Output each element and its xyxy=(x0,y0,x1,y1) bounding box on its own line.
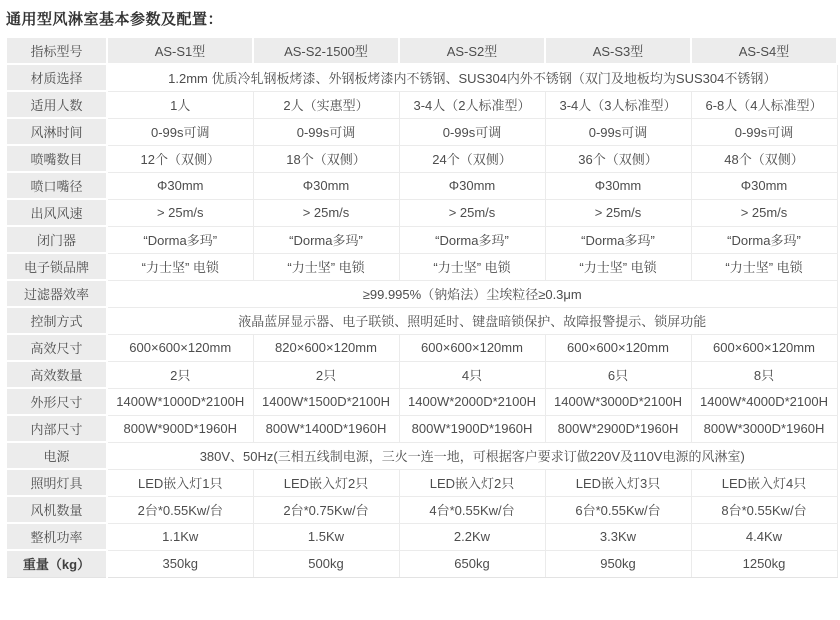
row-label: 出风风速 xyxy=(6,199,107,226)
table-row xyxy=(6,550,837,577)
spec-value: 600×600×120mm xyxy=(399,334,545,361)
spec-value: 4台*0.55Kw/台 xyxy=(399,496,545,523)
table-row xyxy=(6,415,837,442)
table-row xyxy=(6,334,837,361)
table-body xyxy=(6,64,837,577)
row-label: 材质选择 xyxy=(6,64,107,91)
spec-value: 650kg xyxy=(399,550,545,577)
column-header: AS-S2型 xyxy=(399,37,545,64)
spec-value: 4只 xyxy=(399,361,545,388)
spec-value: 2只 xyxy=(107,361,253,388)
spec-value: 1.1Kw xyxy=(107,523,253,550)
row-label: 高效数量 xyxy=(6,361,107,388)
spec-value: 0-99s可调 xyxy=(691,118,837,145)
table-row xyxy=(6,118,837,145)
row-label: 高效尺寸 xyxy=(6,334,107,361)
spec-value: LED嵌入灯2只 xyxy=(253,469,399,496)
row-label: 电子锁品牌 xyxy=(6,253,107,280)
spec-value: LED嵌入灯3只 xyxy=(545,469,691,496)
row-label: 闭门器 xyxy=(6,226,107,253)
spec-value: “Dorma多玛” xyxy=(107,226,253,253)
table-row xyxy=(6,496,837,523)
spec-value: 6只 xyxy=(545,361,691,388)
column-header: AS-S1型 xyxy=(107,37,253,64)
spec-table xyxy=(5,36,838,578)
table-row xyxy=(6,361,837,388)
spec-value: 2台*0.55Kw/台 xyxy=(107,496,253,523)
table-row xyxy=(6,253,837,280)
table-row xyxy=(6,388,837,415)
spec-value: > 25m/s xyxy=(107,199,253,226)
column-header: AS-S2-1500型 xyxy=(253,37,399,64)
spec-value: 800W*1900D*1960H xyxy=(399,415,545,442)
spec-value: Φ30mm xyxy=(399,172,545,199)
row-label: 外形尺寸 xyxy=(6,388,107,415)
spec-value: 3-4人（2人标准型） xyxy=(399,91,545,118)
spec-value: 600×600×120mm xyxy=(107,334,253,361)
table-row xyxy=(6,307,837,334)
spec-value-span: 1.2mm 优质冷轧钢板烤漆、外钢板烤漆内不锈钢、SUS304内外不锈钢（双门及地板均为SUS304不锈钢） xyxy=(107,64,837,91)
spec-value: 1400W*3000D*2100H xyxy=(545,388,691,415)
corner-header: 指标型号 xyxy=(6,37,107,64)
table-row xyxy=(6,199,837,226)
spec-value: > 25m/s xyxy=(253,199,399,226)
spec-value: 800W*900D*1960H xyxy=(107,415,253,442)
page-title: 通用型风淋室基本参数及配置： xyxy=(6,11,224,28)
spec-value: 1400W*1500D*2100H xyxy=(253,388,399,415)
spec-value: 800W*2900D*1960H xyxy=(545,415,691,442)
spec-value: 2.2Kw xyxy=(399,523,545,550)
spec-value: 1400W*2000D*2100H xyxy=(399,388,545,415)
spec-value: 0-99s可调 xyxy=(545,118,691,145)
spec-value: 6台*0.55Kw/台 xyxy=(545,496,691,523)
spec-value-span: ≥99.995%（钠焰法）尘埃粒径≥0.3μm xyxy=(107,280,837,307)
row-label: 喷口嘴径 xyxy=(6,172,107,199)
spec-value: 2只 xyxy=(253,361,399,388)
spec-value: “力士坚” 电锁 xyxy=(691,253,837,280)
spec-value: > 25m/s xyxy=(545,199,691,226)
table-row xyxy=(6,280,837,307)
spec-value: Φ30mm xyxy=(253,172,399,199)
spec-value: 6-8人（4人标准型） xyxy=(691,91,837,118)
table-row xyxy=(6,145,837,172)
row-label: 喷嘴数目 xyxy=(6,145,107,172)
spec-value: LED嵌入灯4只 xyxy=(691,469,837,496)
spec-value-span: 380V、50Hz(三相五线制电源，三火一连一地，可根据客户要求订做220V及110V电源的风淋室) xyxy=(107,442,837,469)
row-label: 照明灯具 xyxy=(6,469,107,496)
spec-value: 600×600×120mm xyxy=(545,334,691,361)
spec-value: 800W*1400D*1960H xyxy=(253,415,399,442)
spec-value: 350kg xyxy=(107,550,253,577)
table-row xyxy=(6,523,837,550)
spec-value: 18个（双侧） xyxy=(253,145,399,172)
spec-value: 1400W*1000D*2100H xyxy=(107,388,253,415)
spec-value: 48个（双侧） xyxy=(691,145,837,172)
spec-value: 2人（实惠型） xyxy=(253,91,399,118)
spec-value: “Dorma多玛” xyxy=(253,226,399,253)
spec-value: 3.3Kw xyxy=(545,523,691,550)
spec-value: 600×600×120mm xyxy=(691,334,837,361)
spec-value: “Dorma多玛” xyxy=(399,226,545,253)
spec-value: 500kg xyxy=(253,550,399,577)
row-label: 过滤器效率 xyxy=(6,280,107,307)
spec-value: 1.5Kw xyxy=(253,523,399,550)
row-label: 整机功率 xyxy=(6,523,107,550)
spec-value: 0-99s可调 xyxy=(399,118,545,145)
spec-value-span: 液晶蓝屏显示器、电子联锁、照明延时、键盘暗锁保护、故障报警提示、锁屏功能 xyxy=(107,307,837,334)
table-row xyxy=(6,64,837,91)
spec-value: 4.4Kw xyxy=(691,523,837,550)
row-label: 控制方式 xyxy=(6,307,107,334)
spec-value: 1400W*4000D*2100H xyxy=(691,388,837,415)
row-label: 风机数量 xyxy=(6,496,107,523)
spec-value: 1250kg xyxy=(691,550,837,577)
spec-value: 950kg xyxy=(545,550,691,577)
spec-value: > 25m/s xyxy=(399,199,545,226)
spec-value: LED嵌入灯2只 xyxy=(399,469,545,496)
spec-value: 12个（双侧） xyxy=(107,145,253,172)
spec-value: 8台*0.55Kw/台 xyxy=(691,496,837,523)
spec-value: 3-4人（3人标准型） xyxy=(545,91,691,118)
table-row xyxy=(6,172,837,199)
spec-value: 2台*0.75Kw/台 xyxy=(253,496,399,523)
header-row xyxy=(6,37,837,64)
spec-value: Φ30mm xyxy=(107,172,253,199)
spec-value: “Dorma多玛” xyxy=(545,226,691,253)
spec-value: 36个（双侧） xyxy=(545,145,691,172)
spec-value: 0-99s可调 xyxy=(253,118,399,145)
row-label: 电源 xyxy=(6,442,107,469)
row-label: 重量（kg） xyxy=(6,550,107,577)
column-header: AS-S4型 xyxy=(691,37,837,64)
table-row xyxy=(6,442,837,469)
table-row xyxy=(6,226,837,253)
spec-value: 800W*3000D*1960H xyxy=(691,415,837,442)
spec-value: “力士坚” 电锁 xyxy=(107,253,253,280)
spec-value: “Dorma多玛” xyxy=(691,226,837,253)
table-row xyxy=(6,469,837,496)
row-label: 风淋时间 xyxy=(6,118,107,145)
spec-value: 8只 xyxy=(691,361,837,388)
column-header: AS-S3型 xyxy=(545,37,691,64)
table-row xyxy=(6,91,837,118)
spec-value: “力士坚” 电锁 xyxy=(545,253,691,280)
spec-value: Φ30mm xyxy=(691,172,837,199)
spec-value: > 25m/s xyxy=(691,199,837,226)
row-label: 适用人数 xyxy=(6,91,107,118)
spec-value: 24个（双侧） xyxy=(399,145,545,172)
spec-value: LED嵌入灯1只 xyxy=(107,469,253,496)
spec-value: Φ30mm xyxy=(545,172,691,199)
spec-value: 820×600×120mm xyxy=(253,334,399,361)
spec-value: 0-99s可调 xyxy=(107,118,253,145)
spec-value: 1人 xyxy=(107,91,253,118)
spec-value: “力士坚” 电锁 xyxy=(399,253,545,280)
spec-value: “力士坚” 电锁 xyxy=(253,253,399,280)
row-label: 内部尺寸 xyxy=(6,415,107,442)
